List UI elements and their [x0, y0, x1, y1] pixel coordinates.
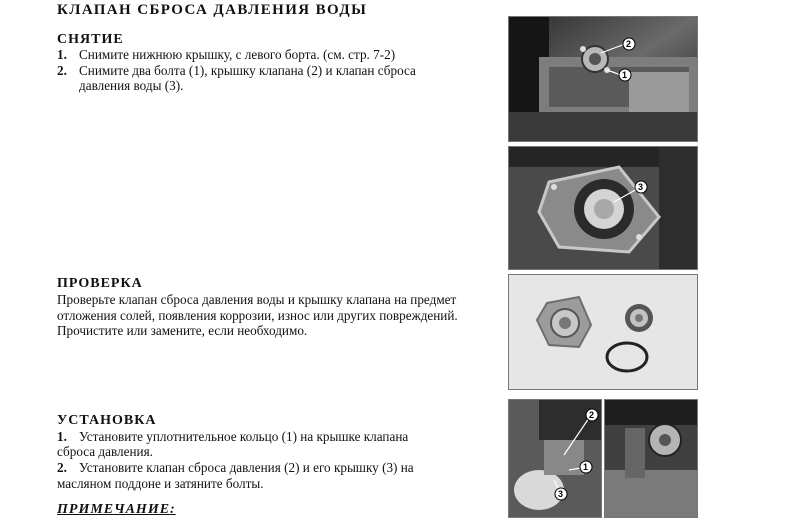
installation-step-1-cont: сброса давления.: [57, 444, 153, 459]
step-text: Установите клапан сброса давления (2) и его крышку (3) на: [79, 460, 414, 475]
callout-label: 2: [626, 39, 632, 49]
installation-steps: [57, 429, 497, 491]
step-text: Снимите нижнюю крышку, с левого борта. (см. стр. 7-2): [79, 47, 396, 62]
page-title: КЛАПАН СБРОСА ДАВЛЕНИЯ ВОДЫ: [57, 2, 368, 18]
section-heading-removal: СНЯТИЕ: [57, 32, 124, 47]
callout-label: 2: [589, 410, 595, 420]
removal-step-2-cont: давления воды (3).: [79, 78, 184, 93]
inspection-line-3: Прочистите или замените, если необходимо.: [57, 323, 308, 338]
step-number: 1.: [57, 47, 67, 62]
removal-step-1: [57, 47, 396, 62]
step-text: Установите уплотнительное кольцо (1) на крышке клапана: [79, 429, 409, 444]
installation-step-1: [57, 429, 409, 444]
photo-valve-housing: [508, 146, 698, 270]
callout-label: 3: [638, 182, 644, 192]
installation-step-2: [57, 460, 414, 475]
photo-removal-cover: [508, 16, 698, 142]
removal-step-2: [57, 63, 416, 78]
callout-label: 1: [622, 70, 628, 80]
section-heading-installation: УСТАНОВКА: [57, 413, 157, 428]
inspection-line-1: Проверьте клапан сброса давления воды и крышку клапана на предмет: [57, 292, 457, 307]
step-number: 2.: [57, 63, 67, 78]
callout-label: 3: [558, 489, 564, 499]
removal-steps: [57, 47, 497, 97]
step-number: 2.: [57, 460, 67, 475]
photo-install-right: [604, 399, 698, 518]
step-text: Снимите два болта (1), крышку клапана (2) и клапан сброса: [79, 63, 416, 78]
photo-install-left: [508, 399, 602, 518]
note-heading: ПРИМЕЧАНИЕ:: [57, 502, 176, 517]
callout-label: 1: [583, 462, 589, 472]
installation-step-2-cont: масляном поддоне и затяните болты.: [57, 476, 264, 491]
step-number: 1.: [57, 429, 67, 444]
section-heading-inspection: ПРОВЕРКА: [57, 276, 143, 291]
inspection-line-2: отложения солей, появления коррозии, износ или других повреждений.: [57, 308, 458, 323]
photo-parts: [508, 274, 698, 390]
